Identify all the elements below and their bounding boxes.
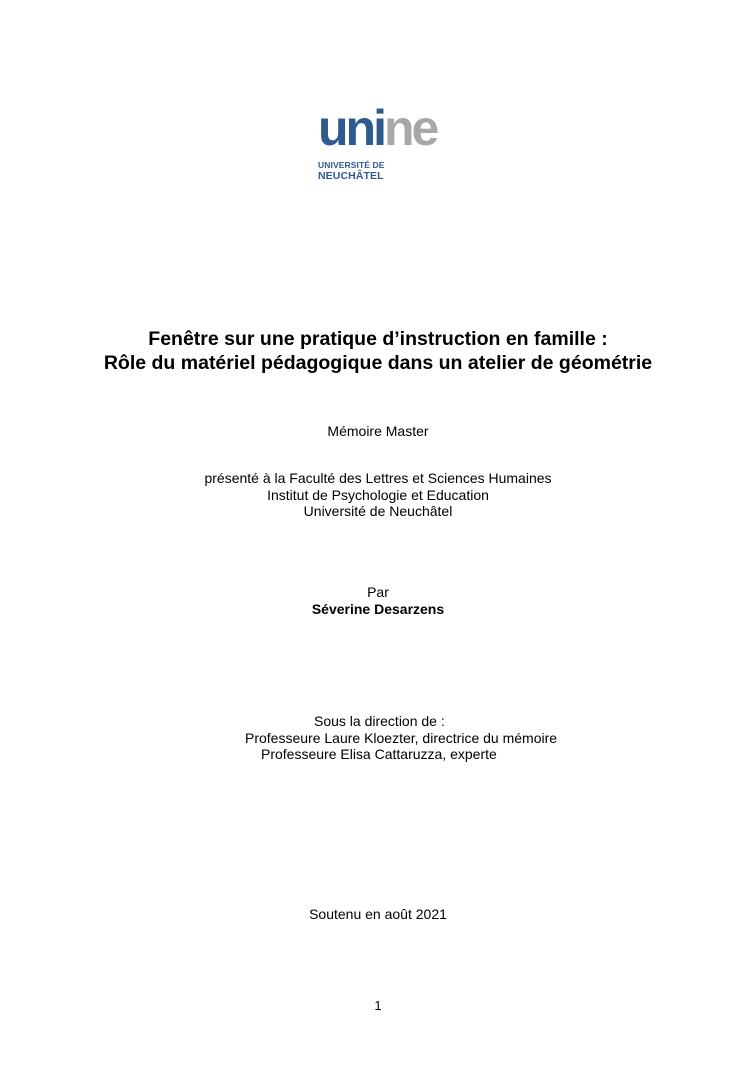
logo-subtitle-line1: UNIVERSITÉ DE <box>318 160 385 170</box>
presented-line2: Institut de Psychologie et Education <box>267 486 489 503</box>
thesis-title-line1: Fenêtre sur une pratique d’instruction en famille : <box>148 328 608 350</box>
presented-line1: présenté à la Faculté des Lettres et Sciences Humaines <box>204 470 552 486</box>
thesis-title <box>0 327 756 375</box>
author-block <box>0 584 756 617</box>
logo-wordmark-ne: ne <box>383 100 437 156</box>
page-number: 1 <box>374 998 382 1013</box>
author-name: Séverine Desarzens <box>311 600 445 617</box>
by-label: Par <box>367 584 389 600</box>
logo-subtitle <box>318 160 448 182</box>
supervisor-expert: Professeure Elisa Cattaruzza, experte <box>261 746 497 762</box>
document-type: Mémoire Master <box>327 423 429 439</box>
presented-line3: Université de Neuchâtel <box>303 503 453 519</box>
presented-block <box>0 470 756 520</box>
logo-wordmark <box>318 102 448 154</box>
supervisor-director: Professeure Laure Kloezter, directrice du mémoire <box>245 729 558 746</box>
thesis-title-line2: Rôle du matériel pédagogique dans un atelier de géométrie <box>103 352 653 374</box>
logo-wordmark-uni: uni <box>318 100 384 156</box>
university-logo <box>318 102 448 182</box>
logo-subtitle-line2: NEUCHÂTEL <box>318 170 384 182</box>
supervision-label: Sous la direction de : <box>314 713 445 729</box>
defense-date: Soutenu en août 2021 <box>309 906 447 922</box>
